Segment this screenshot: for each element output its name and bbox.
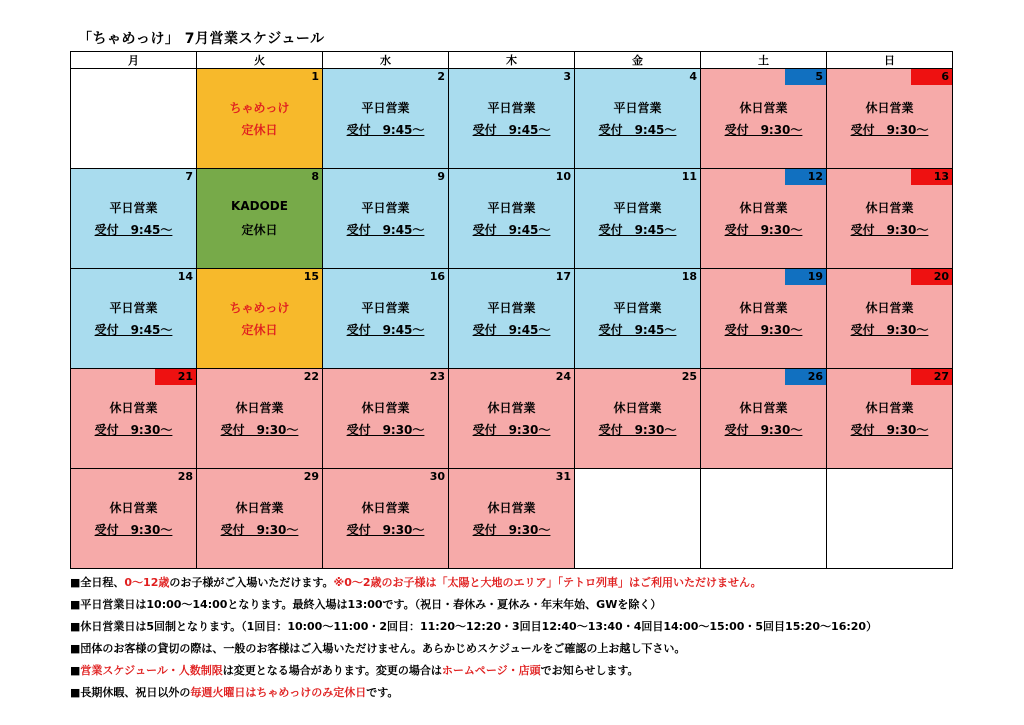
day-detail: 受付 9:30〜 <box>724 423 803 437</box>
note-text: ■長期休暇、祝日以外の <box>70 686 191 699</box>
day-number: 20 <box>933 270 949 283</box>
note-line <box>70 572 1000 594</box>
day-status: 平日営業 <box>361 301 410 315</box>
calendar-day-cell <box>323 169 449 269</box>
day-detail: 受付 9:45〜 <box>346 323 425 337</box>
day-number: 7 <box>185 170 193 183</box>
notes-section <box>70 572 1000 704</box>
day-detail-wrap <box>701 221 826 238</box>
day-status: 休日営業 <box>613 401 662 415</box>
day-status: 休日営業 <box>109 401 158 415</box>
day-number: 9 <box>437 170 445 183</box>
day-detail: 受付 9:45〜 <box>598 123 677 137</box>
calendar-day-cell <box>575 369 701 469</box>
day-number: 10 <box>555 170 571 183</box>
note-line <box>70 660 1000 682</box>
day-status: 休日営業 <box>235 501 284 515</box>
calendar-day-cell <box>827 369 953 469</box>
day-detail: 受付 9:30〜 <box>220 523 299 537</box>
calendar-day-cell <box>449 169 575 269</box>
calendar-day-cell <box>71 169 197 269</box>
day-status: 休日営業 <box>487 501 536 515</box>
day-detail-wrap <box>827 221 952 238</box>
day-detail-wrap <box>827 421 952 438</box>
day-detail-wrap <box>323 221 448 238</box>
day-number: 24 <box>555 370 571 383</box>
note-text: ■団体のお客様の貸切の際は、一般のお客様はご入場いただけません。あらかじめスケジュールをご確認の上お越し下さい。 <box>70 642 686 655</box>
calendar-body <box>71 69 953 569</box>
day-detail-wrap <box>701 321 826 338</box>
day-number: 2 <box>437 70 445 83</box>
note-highlight: 毎週火曜日はちゃめっけのみ定休日 <box>190 686 367 699</box>
note-highlight: ホームページ・店頭 <box>441 664 541 677</box>
note-text: ■ <box>70 664 81 677</box>
page-title: 「ちゃめっけ」 7月営業スケジュール <box>78 31 325 47</box>
day-status: 平日営業 <box>613 201 662 215</box>
day-detail: 定休日 <box>241 223 278 237</box>
day-status: 休日営業 <box>739 401 788 415</box>
weekday-header-row <box>71 52 953 69</box>
day-detail-wrap <box>197 321 322 338</box>
note-line <box>70 616 1000 638</box>
day-number: 1 <box>311 70 319 83</box>
day-detail: 受付 9:45〜 <box>472 223 551 237</box>
day-detail: 受付 9:30〜 <box>472 523 551 537</box>
day-detail: 受付 9:30〜 <box>346 423 425 437</box>
calendar-empty-cell <box>71 69 197 169</box>
day-number: 6 <box>941 70 949 83</box>
calendar-day-cell <box>449 369 575 469</box>
note-highlight: 0〜12歳 <box>124 576 170 589</box>
day-detail-wrap <box>197 421 322 438</box>
calendar-day-cell <box>827 69 953 169</box>
day-detail-wrap <box>575 421 700 438</box>
day-detail-wrap <box>449 521 574 538</box>
calendar-day-cell <box>323 269 449 369</box>
day-detail: 受付 9:45〜 <box>598 223 677 237</box>
calendar-day-cell <box>197 369 323 469</box>
calendar-day-cell <box>827 269 953 369</box>
calendar-week-row <box>71 69 953 169</box>
day-detail: 受付 9:45〜 <box>94 323 173 337</box>
calendar-day-cell <box>449 69 575 169</box>
day-number: 8 <box>311 170 319 183</box>
day-detail: 受付 9:30〜 <box>94 523 173 537</box>
weekday-header: 木 <box>449 52 575 69</box>
calendar-day-cell <box>701 69 827 169</box>
day-number: 31 <box>555 470 571 483</box>
day-detail: 受付 9:30〜 <box>220 423 299 437</box>
note-line <box>70 682 1000 704</box>
day-detail-wrap <box>71 321 196 338</box>
day-detail: 受付 9:30〜 <box>724 223 803 237</box>
day-status: 平日営業 <box>109 201 158 215</box>
note-text: ■平日営業日は10:00〜14:00となります。最終入場は13:00です。（祝日・春休み・夏休み・年末年始、GWを除く） <box>70 598 662 611</box>
calendar-day-cell <box>701 269 827 369</box>
calendar-day-cell <box>575 169 701 269</box>
day-number: 26 <box>807 370 823 383</box>
weekday-header: 火 <box>197 52 323 69</box>
day-detail-wrap <box>323 421 448 438</box>
note-text: ■全日程、 <box>70 576 125 589</box>
calendar-day-cell <box>323 69 449 169</box>
day-detail-wrap <box>827 321 952 338</box>
day-number: 13 <box>933 170 949 183</box>
calendar-week-row <box>71 269 953 369</box>
day-detail: 受付 9:45〜 <box>472 323 551 337</box>
day-status: 休日営業 <box>109 501 158 515</box>
day-number: 27 <box>933 370 949 383</box>
day-detail: 受付 9:30〜 <box>598 423 677 437</box>
day-detail: 受付 9:30〜 <box>850 323 929 337</box>
note-text: のお子様がご入場いただけます。 <box>169 576 334 589</box>
day-detail: 受付 9:45〜 <box>94 223 173 237</box>
day-detail-wrap <box>71 221 196 238</box>
day-number: 28 <box>177 470 193 483</box>
day-detail-wrap <box>701 421 826 438</box>
day-status: 休日営業 <box>739 101 788 115</box>
day-number: 25 <box>681 370 697 383</box>
calendar-day-cell <box>575 69 701 169</box>
day-detail-wrap <box>197 221 322 238</box>
day-status: 休日営業 <box>865 101 914 115</box>
day-number: 18 <box>681 270 697 283</box>
day-status: 休日営業 <box>739 201 788 215</box>
calendar-day-cell <box>701 369 827 469</box>
weekday-header: 土 <box>701 52 827 69</box>
weekday-header: 日 <box>827 52 953 69</box>
day-detail: 受付 9:45〜 <box>598 323 677 337</box>
day-detail-wrap <box>449 121 574 138</box>
day-detail: 受付 9:30〜 <box>850 423 929 437</box>
day-status: 平日営業 <box>487 101 536 115</box>
day-status: 休日営業 <box>865 301 914 315</box>
day-number: 21 <box>177 370 193 383</box>
weekday-header: 金 <box>575 52 701 69</box>
calendar-week-row <box>71 369 953 469</box>
day-number: 16 <box>429 270 445 283</box>
day-status: 平日営業 <box>487 201 536 215</box>
weekday-header: 水 <box>323 52 449 69</box>
day-detail-wrap <box>197 121 322 138</box>
day-detail-wrap <box>71 421 196 438</box>
day-status: 平日営業 <box>109 301 158 315</box>
day-detail: 定休日 <box>241 123 278 137</box>
calendar-empty-cell <box>701 469 827 569</box>
day-detail-wrap <box>449 221 574 238</box>
note-text: です。 <box>366 686 399 699</box>
day-status: 平日営業 <box>613 101 662 115</box>
day-detail: 受付 9:30〜 <box>850 123 929 137</box>
day-number: 11 <box>681 170 697 183</box>
calendar-day-cell <box>71 369 197 469</box>
day-status: 平日営業 <box>613 301 662 315</box>
calendar-day-cell <box>449 269 575 369</box>
calendar-day-cell <box>197 469 323 569</box>
calendar-day-cell <box>197 169 323 269</box>
day-detail: 定休日 <box>241 323 278 337</box>
day-detail-wrap <box>71 521 196 538</box>
day-number: 12 <box>807 170 823 183</box>
day-number: 23 <box>429 370 445 383</box>
day-status: 休日営業 <box>487 401 536 415</box>
note-highlight: ※0〜2歳のお子様は「太陽と大地のエリア」「テトロ列車」はご利用いただけません。 <box>333 576 762 589</box>
day-detail: 受付 9:30〜 <box>94 423 173 437</box>
day-detail-wrap <box>323 321 448 338</box>
day-detail-wrap <box>827 121 952 138</box>
calendar-day-cell <box>323 369 449 469</box>
day-detail-wrap <box>449 321 574 338</box>
day-detail: 受付 9:45〜 <box>472 123 551 137</box>
day-number: 3 <box>563 70 571 83</box>
day-detail: 受付 9:30〜 <box>346 523 425 537</box>
day-detail-wrap <box>575 221 700 238</box>
day-status: 休日営業 <box>739 301 788 315</box>
day-detail-wrap <box>323 521 448 538</box>
calendar-day-cell <box>827 169 953 269</box>
day-status: 平日営業 <box>361 101 410 115</box>
day-status: 平日営業 <box>361 201 410 215</box>
calendar-day-cell <box>197 69 323 169</box>
day-detail: 受付 9:45〜 <box>346 223 425 237</box>
note-text: ■休日営業日は5回制となります。（1回目：10:00〜11:00・2回目：11:20〜12:20・3回目12:40〜13:40・4回目14:00〜15:00・5回目15:20〜16:20） <box>70 620 878 633</box>
day-detail-wrap <box>575 121 700 138</box>
calendar-day-cell <box>575 269 701 369</box>
schedule-calendar <box>70 51 953 569</box>
day-number: 30 <box>429 470 445 483</box>
note-line <box>70 594 1000 616</box>
day-number: 29 <box>303 470 319 483</box>
calendar-empty-cell <box>827 469 953 569</box>
day-detail-wrap <box>197 521 322 538</box>
day-status: ちゃめっけ <box>229 301 290 315</box>
day-detail: 受付 9:30〜 <box>724 323 803 337</box>
day-status: 休日営業 <box>235 401 284 415</box>
day-status: 平日営業 <box>487 301 536 315</box>
day-number: 17 <box>555 270 571 283</box>
note-highlight: 営業スケジュール・人数制限 <box>80 664 223 677</box>
calendar-day-cell <box>197 269 323 369</box>
day-status: 休日営業 <box>865 201 914 215</box>
day-number: 5 <box>815 70 823 83</box>
day-number: 22 <box>303 370 319 383</box>
day-detail-wrap <box>701 121 826 138</box>
day-status: 休日営業 <box>361 401 410 415</box>
day-detail: 受付 9:30〜 <box>850 223 929 237</box>
day-detail: 受付 9:30〜 <box>472 423 551 437</box>
day-status: ちゃめっけ <box>229 101 290 115</box>
note-line <box>70 638 1000 660</box>
note-text: は変更となる場合があります。変更の場合は <box>222 664 442 677</box>
day-detail: 受付 9:45〜 <box>346 123 425 137</box>
day-detail: 受付 9:30〜 <box>724 123 803 137</box>
calendar-day-cell <box>71 269 197 369</box>
calendar-empty-cell <box>575 469 701 569</box>
day-number: 4 <box>689 70 697 83</box>
calendar-day-cell <box>323 469 449 569</box>
calendar-week-row <box>71 169 953 269</box>
day-detail-wrap <box>449 421 574 438</box>
calendar-day-cell <box>71 469 197 569</box>
day-detail-wrap <box>323 121 448 138</box>
day-status: KADODE <box>231 199 288 213</box>
calendar-day-cell <box>701 169 827 269</box>
note-text: でお知らせします。 <box>540 664 639 677</box>
day-status: 休日営業 <box>865 401 914 415</box>
day-number: 14 <box>177 270 193 283</box>
day-number: 19 <box>807 270 823 283</box>
day-number: 15 <box>303 270 319 283</box>
day-status: 休日営業 <box>361 501 410 515</box>
weekday-header: 月 <box>71 52 197 69</box>
day-detail-wrap <box>575 321 700 338</box>
calendar-week-row <box>71 469 953 569</box>
calendar-day-cell <box>449 469 575 569</box>
